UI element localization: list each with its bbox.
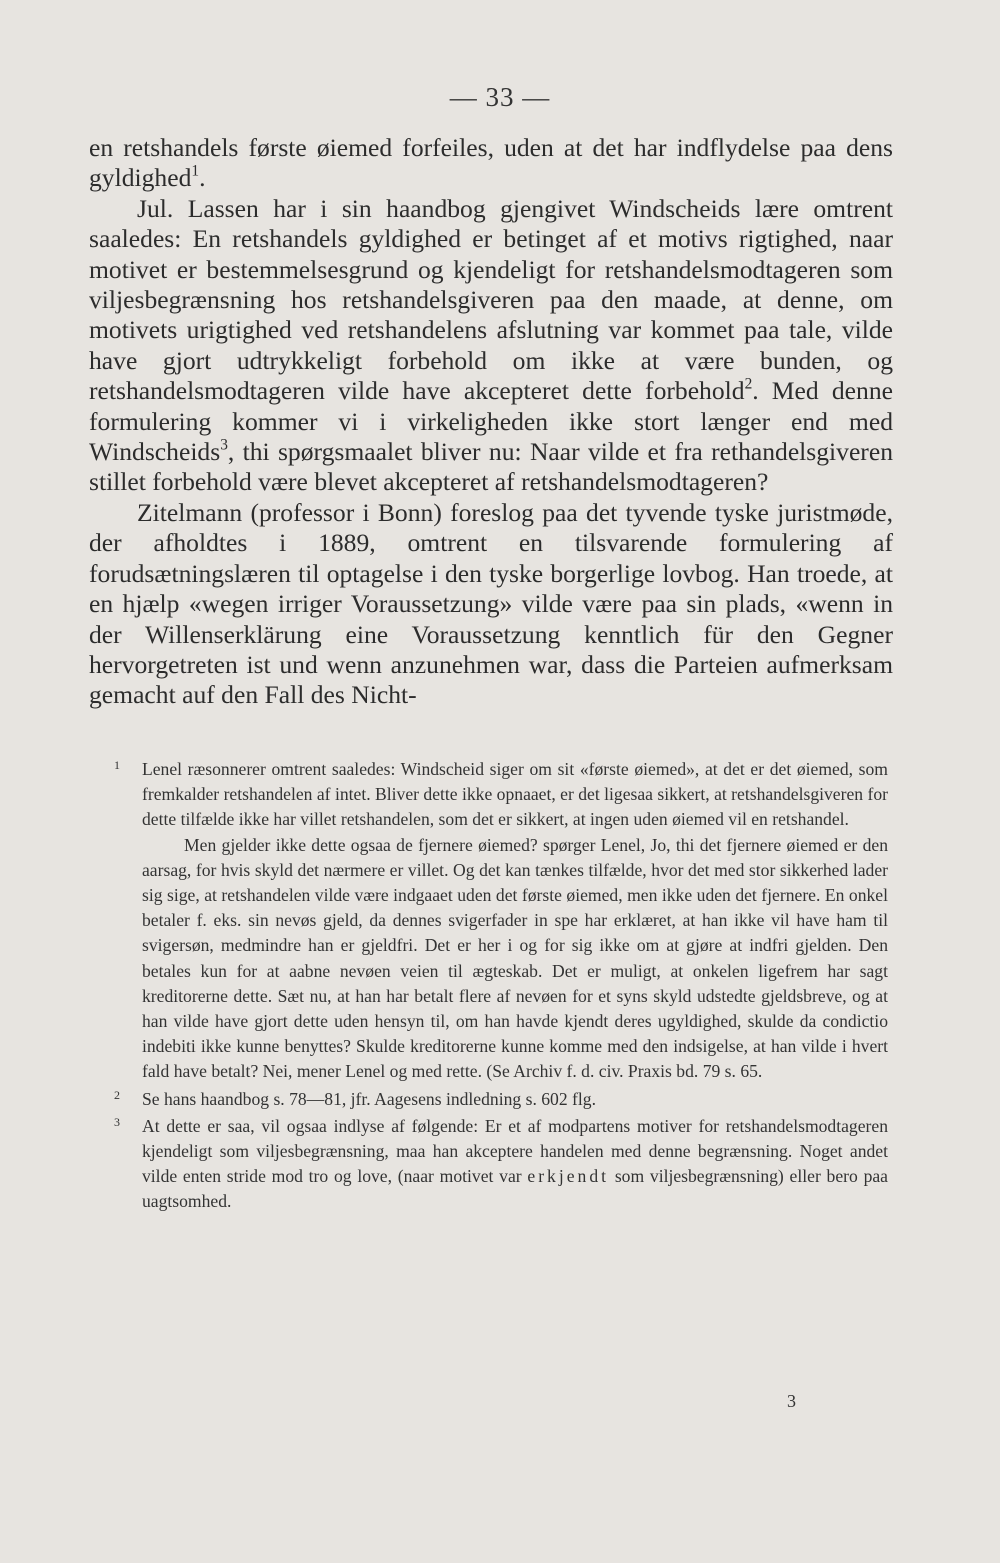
footnotes	[104, 757, 888, 1215]
footnote-3: 3 At dette er saa, vil ogsaa indlyse af følgende: Er et af modpartens motiver for retshandelsmodtageren kjendeligt som viljesbegrænsning, maa han akceptere handelen med denne begrænsning. Noget andet vilde enten stride mod tro og love, (naar motivet var erkjendt som viljesbegrænsning) eller bero paa uagtsomhed.	[104, 1114, 888, 1215]
footnote-1-continuation: Men gjelder ikke dette ogsaa de fjernere øiemed? spørger Lenel, Jo, thi det fjernere øiemed er den aarsag, for hvis skyld det nærmere er villet. Og det kan tænkes tilfælde, hvor det med stor sikkerhed lader sig sige, at retshandelen vilde være indgaaet uden det første øiemed, men ikke uden det fjernere. En onkel betaler f. eks. sin nevøs gjeld, da dennes svigerfader in spe har erklæret, at han ikke vil have ham til svigersøn, medmindre han er gjeldfri. Det er her i og for sig ikke om at gjøre at indfri gjelden. Den betales kun for at aabne nevøen veien til ægteskab. Det er muligt, at onkelen ligefrem har sagt kreditorerne dette. Sæt nu, at han har betalt flere af nevøen for et syns skyld udstedte gjeldsbreve, og at han vilde have gjort dette uden hensyn til, om han havde kjendt deres ugyldighed, skulde da condictio indebiti ikke kunne benyttes? Skulde kreditorerne kunne komme med den indsigelse, at han vilde i hvert fald have betalt? Nei, mener Lenel og med rette. (Se Archiv f. d. civ. Praxis bd. 79 s. 65.	[142, 834, 888, 1082]
footnote-ref-2[interactable]: 2	[744, 375, 753, 393]
footnote-mark: 1	[114, 758, 120, 772]
footnote-ref-1[interactable]: 1	[191, 162, 200, 180]
footnote-ref-3[interactable]: 3	[220, 436, 228, 454]
body-text	[89, 133, 893, 711]
paragraph-3: Zitelmann (professor i Bonn) foreslog paa det tyvende tyske juristmøde, der afholdtes i 1889, omtrent en tilsvarende formulering af forudsætningslæren til optagelse i den tyske borgerlige lovbog. Han troede, at en hjælp «wegen irriger Voraussetzung» vilde være paa sin plads, «wenn in der Willenserklärung eine Voraussetzung kenntlich für den Gegner hervorgetreten ist und wenn anzunehmen war, dass die Parteien aufmerksam gemacht auf den Fall des Nicht-	[89, 497, 893, 710]
paragraph-1: en retshandels første øiemed forfeiles, uden at det har indflydelse paa dens gyldighed$^1$.	[89, 133, 893, 193]
signature-mark: 3	[787, 1391, 796, 1411]
spaced-emphasis: erkjendt	[527, 1166, 610, 1187]
footnote-mark: 3	[114, 1114, 120, 1129]
footnote-mark: 2	[114, 1087, 120, 1102]
footnote-2: 2 Se hans haandbog s. 78—81, jfr. Aagesens indledning s. 602 flg.	[104, 1087, 888, 1112]
paragraph-2: Jul. Lassen har i sin haandbog gjengivet Windscheids lære omtrent saaledes: En retshandels gyldighed er betinget af et motivs rigtighed, naar motivet er bestemmelsesgrund og kjendeligt for retshandelsmodtageren som viljesbegrænsning hos retshandelsgiveren paa den maade, at denne, om motivets urigtighed ved retshandelens afslutning var kommet paa tale, vilde have gjort udtrykkeligt forbehold om ikke at være bunden, og retshandelsmodtageren vilde have akcepteret dette forbehold$^2$. Med denne formulering kommer vi i virkeligheden ikke stort længer end med Windscheids$^3$, thi spørgsmaalet bliver nu: Naar vilde et fra rethandelsgiveren stillet forbehold være blevet akcepteret af retshandelsmodtageren?	[89, 193, 893, 497]
page-number: — 33 —	[449, 82, 551, 112]
footnote-1: 1 Lenel ræsonnerer omtrent saaledes: Windscheid siger om sit «første øiemed», at det er det øiemed, som fremkalder retshandelen af intet. Bliver dette ikke opnaaet, er det ligesaa sikkert, at retshandelsgiveren for dette tilfælde ikke har villet retshandelen, som det er sikkert, at ingen uden øiemed vil en retshandel.	[104, 757, 888, 833]
